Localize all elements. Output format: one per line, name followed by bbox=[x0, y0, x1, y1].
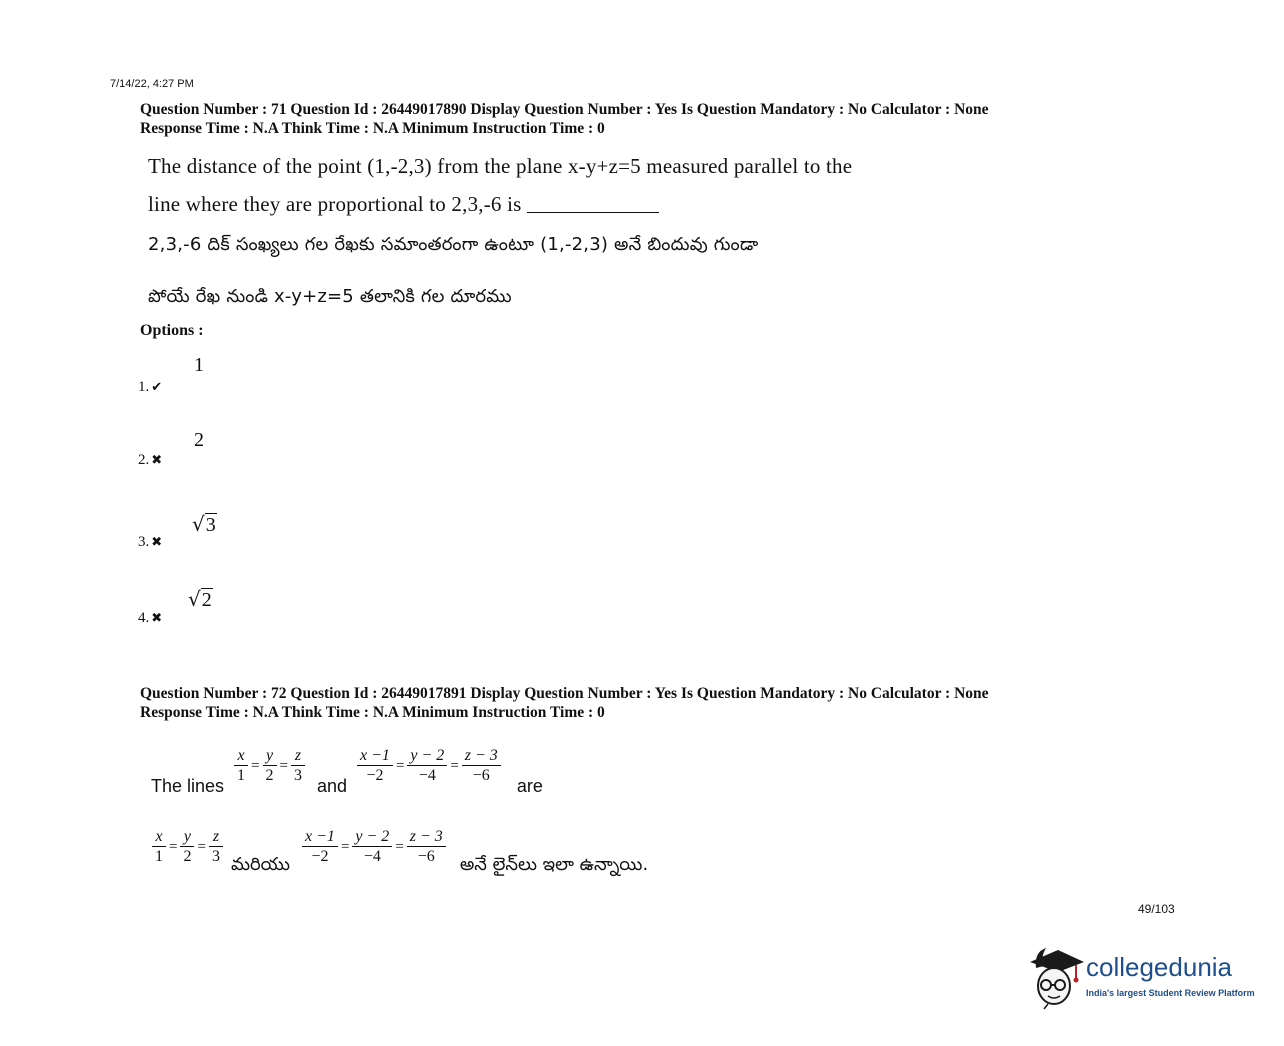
frac-num: z − 3 bbox=[462, 747, 501, 766]
brand-tagline: India's largest Student Review Platform bbox=[1086, 988, 1255, 998]
q71-text-line2-content: line where they are proportional to 2,3,-6 is bbox=[148, 192, 522, 216]
cross-icon: ✖ bbox=[151, 534, 163, 549]
frac-den: −2 bbox=[366, 767, 384, 784]
frac-den: −6 bbox=[472, 767, 490, 784]
option-3[interactable] bbox=[138, 534, 162, 551]
option-4-radicand: 2 bbox=[201, 589, 212, 611]
option-4-value bbox=[188, 587, 213, 612]
option-4[interactable] bbox=[138, 610, 162, 627]
frac-den: 2 bbox=[265, 767, 274, 784]
frac-den: 2 bbox=[183, 848, 192, 865]
option-1[interactable] bbox=[138, 379, 162, 396]
line1-equation bbox=[232, 747, 307, 786]
q71-text-line2 bbox=[148, 192, 659, 217]
check-icon: ✔ bbox=[151, 379, 163, 394]
q72-english-line bbox=[151, 736, 543, 797]
option-3-radicand: 3 bbox=[205, 514, 216, 536]
q72-lead: The lines bbox=[151, 776, 225, 796]
q71-meta-line1: Question Number : 71 Question Id : 26449017890 Display Question Number : Yes Is Question Mandatory : No Calculator : None bbox=[140, 101, 989, 118]
option-2-value: 2 bbox=[194, 429, 204, 451]
q72-telugu-line bbox=[150, 816, 648, 879]
equals-sign: = bbox=[169, 839, 178, 855]
collegedunia-logo-icon bbox=[1024, 940, 1086, 1010]
option-4-number: 4. bbox=[138, 610, 150, 626]
frac-num: y bbox=[180, 828, 194, 847]
equals-sign: = bbox=[340, 839, 350, 855]
option-2[interactable] bbox=[138, 452, 162, 469]
option-3-value bbox=[192, 512, 217, 537]
frac-num: x bbox=[152, 828, 166, 847]
frac-num: y bbox=[263, 747, 277, 766]
frac-den: 3 bbox=[211, 848, 220, 865]
frac-num: z bbox=[291, 747, 305, 766]
frac-num: z − 3 bbox=[407, 828, 446, 847]
q72-and: and bbox=[316, 776, 348, 796]
frac-num: x bbox=[234, 747, 248, 766]
q72-telugu-and: మరియు bbox=[230, 854, 291, 875]
option-3-number: 3. bbox=[138, 534, 150, 550]
cross-icon: ✖ bbox=[151, 610, 163, 625]
frac-num: x −1 bbox=[302, 828, 338, 847]
line2-equation bbox=[355, 747, 503, 786]
q72-meta-line2: Response Time : N.A Think Time : N.A Minimum Instruction Time : 0 bbox=[140, 704, 605, 721]
options-label: Options : bbox=[140, 322, 204, 339]
q71-meta-line2: Response Time : N.A Think Time : N.A Minimum Instruction Time : 0 bbox=[140, 120, 605, 137]
frac-den: −6 bbox=[417, 848, 435, 865]
option-1-value: 1 bbox=[194, 354, 204, 376]
frac-num: x −1 bbox=[357, 747, 393, 766]
brand-name: collegedunia bbox=[1086, 952, 1233, 982]
sqrt-symbol: √3 bbox=[192, 512, 216, 536]
answer-blank bbox=[527, 212, 659, 213]
frac-den: −4 bbox=[363, 848, 381, 865]
q72-telugu-tail: అనే లైన్‌లు ఇలా ఉన్నాయి. bbox=[459, 854, 649, 875]
frac-den: 1 bbox=[155, 848, 163, 865]
cross-icon: ✖ bbox=[151, 452, 163, 467]
q71-telugu-line1: 2,3,-6 దిక్ సంఖ్యలు గల రేఖకు సమాంతరంగా ఉంటూ (1,-2,3) అనే బిందువు గుండా bbox=[148, 234, 759, 255]
equals-sign: = bbox=[395, 839, 404, 855]
frac-den: −4 bbox=[418, 767, 436, 784]
equals-sign: = bbox=[279, 758, 288, 774]
equals-sign: = bbox=[251, 758, 260, 774]
q72-meta-line1: Question Number : 72 Question Id : 26449017891 Display Question Number : Yes Is Question Mandatory : No Calculator : None bbox=[140, 685, 989, 702]
q71-text-line1: The distance of the point (1,-2,3) from the plane x-y+z=5 measured parallel to the bbox=[148, 154, 853, 178]
print-timestamp: 7/14/22, 4:27 PM bbox=[110, 78, 194, 90]
frac-num: y − 2 bbox=[352, 828, 392, 847]
frac-den: −2 bbox=[311, 848, 329, 865]
frac-num: y − 2 bbox=[407, 747, 447, 766]
q71-telugu-line2: పోయే రేఖ నుండి x-y+z=5 తలానికి గల దూరము bbox=[148, 286, 512, 307]
sqrt-symbol: √2 bbox=[188, 587, 212, 611]
q72-are: are bbox=[516, 776, 543, 796]
page-number: 49/103 bbox=[1138, 902, 1175, 916]
line2-equation bbox=[300, 828, 448, 867]
frac-den: 1 bbox=[237, 767, 246, 784]
option-2-number: 2. bbox=[138, 452, 150, 468]
line1-equation bbox=[150, 828, 225, 867]
equals-sign: = bbox=[197, 839, 206, 855]
option-1-number: 1. bbox=[138, 379, 150, 395]
frac-num: z bbox=[209, 828, 223, 847]
equals-sign: = bbox=[450, 758, 459, 774]
equals-sign: = bbox=[395, 758, 405, 774]
frac-den: 3 bbox=[293, 767, 302, 784]
